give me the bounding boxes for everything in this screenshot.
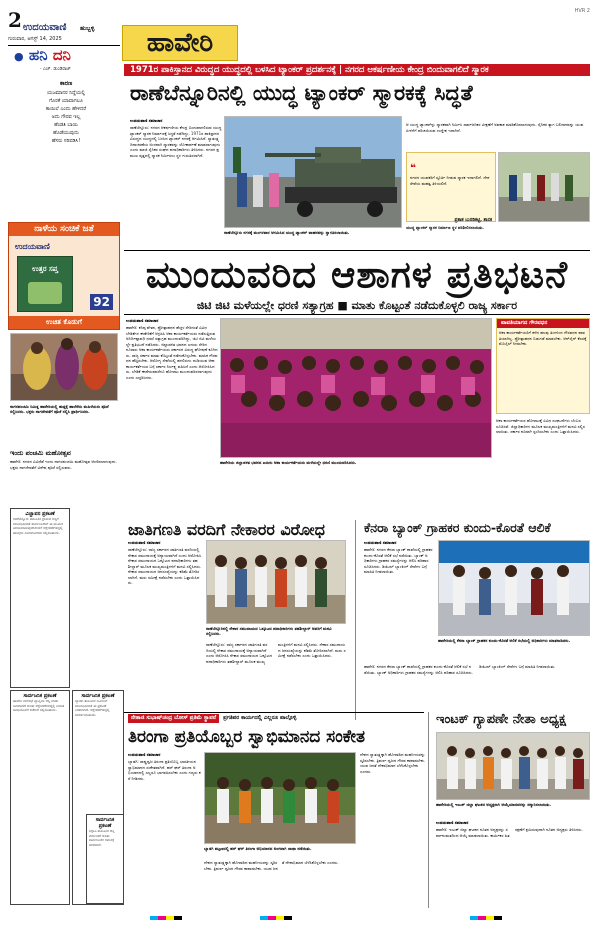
lead-quote-text: ನಗರದ ಯುವಕರಿಗೆ ಸ್ಫೂರ್ತಿ ನೀಡುವ ಸ್ಮಾರಕ ಇದಾಗಲಿದೆ. ದೇಶ ಸೇವೆಯ ಮಹತ್ವ ತಿಳಿಯಲಿದೆ. (410, 175, 490, 186)
edition-name: ಹುಬ್ಬಳ್ಳಿ (80, 25, 95, 32)
date-line: ಗುರುವಾರ, ಆಗಸ್ಟ್ 14, 2025 (8, 36, 62, 42)
canara-headline: ಕೆನರಾ ಬ್ಯಾಂಕ್ ಗ್ರಾಹಕರ ಕುಂದು-ಕೊರತೆ ಆಲಿಕೆ (364, 520, 551, 535)
today-body: ಹಾವೇರಿ: ನಗರದ ವಿವಿಧೆಡೆ ಇಂದು ನಾಗರಪಂಚಮಿ ಮಹೋತ್ಸವ ಆಚರಿಸಲಾಗುವುದು. ಭಕ್ತರು ನಾಗದೇವತೆಗೆ ವಿಶೇಷ ಪೂಜೆ ಸಲ್ಲಿಸುವರು. (10, 459, 117, 470)
asha-box-headline: ಪಾವತಿಯಾಗದ ಗೌರವಧನ (497, 319, 589, 328)
promo-ad-price: 92 (90, 294, 113, 310)
lead-kicker: 1971ರ ಪಾಕಿಸ್ತಾನದ ವಿರುದ್ಧದ ಯುದ್ಧದಲ್ಲಿ ಬಳಸಿದ ಟ್ಯಾಂಕರ್ ಪ್ರದರ್ಶನಕ್ಕೆ | ನಗರದ ಆಕರ್ಷಣೀಯ ಕೇಂದ್ರ ಬಿಂದುವಾಗಲಿದೆ ಸ್ಮಾರಕ (124, 64, 590, 76)
tiranga-photo (204, 752, 356, 844)
quote-mark-icon: ❝ (410, 163, 416, 174)
honey-dani-text: ದನಿ (52, 46, 71, 64)
section-title: ಹಾವೇರಿ (122, 25, 238, 61)
canara-byline: ಉದಯವಾಣಿ ಸಮಾಚಾರ (364, 540, 397, 545)
lead-byline: ಉದಯವಾಣಿ ಸಮಾಚಾರ (130, 118, 163, 123)
tanker-site-photo (498, 152, 590, 222)
intuc-photo-art (437, 733, 590, 800)
classified-title: ಸಾರ್ವಜನಿಕ ಪ್ರಕಟಣೆ (95, 817, 115, 829)
honey-drop-icon: ● (14, 50, 24, 63)
promo-ad-footer: ಉಚಿತ ಕೊಡುಗೆ (9, 316, 119, 329)
promo-ad-title: ನಾಳೆಯ ಸಂಚಿಕೆ ಜತೆ (9, 223, 119, 236)
classified-notice (10, 690, 70, 905)
lead-quote-author: ಪ್ರಕಾಶ ಬುರಡಿಕಟ್ಟಿ, ಶಾಸಕ (454, 218, 492, 223)
promo-magazine-cover (17, 256, 73, 312)
classified-text: ಹಾವೇರಿ ನಗರಸಭೆ ವ್ಯಾಪ್ತಿಯ ಆಸ್ತಿ ಖಾತಾ ಬದಲಾವಣೆ ಕುರಿತು ಆಕ್ಷೇಪಣೆಗಳಿದ್ದಲ್ಲಿ ನಿಗದಿತ ಅವಧಿಯೊಳಗೆ ಕಚೇರಿಗೆ ಸಲ್ಲಿಸಬಹುದು. (13, 699, 65, 712)
asha-info-box (496, 318, 590, 414)
lead-quote-box (406, 152, 496, 222)
canara-photo-art (439, 541, 590, 636)
poem-line: ಯಜಮಾನರ ನಿದ್ದೆಯಲ್ಲಿ (46, 90, 86, 96)
classified-text: ಬ್ಯಾಡಗಿ ತಾಲೂಕಿನ ಜಮೀನಿಗೆ ಸಂಬಂಧಿಸಿದಂತೆ ಈ ಪ್ರಕಟಣೆ ನೀಡಲಾಗಿದೆ. ಆಕ್ಷೇಪಣೆಗಳಿದ್ದಲ್ಲಿ ಸಂಪರ್ಕಿಸಬಹುದು. (75, 699, 110, 717)
tanker-site-caption: ಯುದ್ಧ ಟ್ಯಾಂಕರ್ ಸ್ಮಾರಕ ನಿರ್ಮಾಣ ಸ್ಥಳ ಪರಿಶೀಲಿಸಲಾಯಿತು. (406, 225, 484, 230)
tiranga-body-right: ದೇಶದ ಸ್ವಾತಂತ್ರ್ಯಕ್ಕಾಗಿ ಹೋರಾಡಿದ ಮಹನೀಯರನ್ನು ಸ್ಮರಿಸಬೇಕು. ತ್ರಿವರ್ಣ ಧ್ವಜದ ಗೌರವ ಕಾಪಾಡಬೇಕು. ಯುವ ಜನತೆ ದೇಶಾಭಿಮಾನ ಬೆಳೆಸಿಕೊಳ್ಳಬೇಕು ಎಂದರು. (360, 752, 426, 774)
intuc-byline: ಉದಯವಾಣಿ ಸಮಾಚಾರ (436, 820, 469, 825)
promo-ad-paper: ಉದಯವಾಣಿ (15, 242, 50, 251)
section-divider (124, 250, 590, 251)
asha-protest-photo (220, 318, 492, 458)
tiranga-kicker-row (128, 714, 418, 723)
tiranga-headline: ತಿರಂಗಾ ಪ್ರತಿಯೊಬ್ಬರ ಸ್ವಾಭಿಮಾನದ ಸಂಕೇತ (128, 727, 365, 747)
tiranga-body: ಬ್ಯಾಡಗಿ: ರಾಷ್ಟ್ರಧ್ವಜ ತಿರಂಗಾ ಪ್ರತಿಯೊಬ್ಬ ಭಾರತೀಯನ ಸ್ವಾಭಿಮಾನದ ಸಂಕೇತವಾಗಿದೆ. ಹರ್ ಘರ್ ತಿರಂಗಾ ಅಭಿಯಾನದಲ್ಲಿ ಎಲ್ಲರೂ ಭಾಗವಹಿಸಬೇಕು ಎಂದು ಗಣ್ಯರು ಕರೆ ನೀಡಿದರು. (128, 759, 201, 781)
poem-line: ಅದು ಗೌರವ ಇಲ್ಲ (51, 114, 81, 120)
poem-line: ಹೆಂಡತಿ ಬಾಯಿ (54, 122, 78, 128)
tiranga-body-continued: ದೇಶದ ಸ್ವಾತಂತ್ರ್ಯಕ್ಕಾಗಿ ಹೋರಾಡಿದ ಮಹನೀಯರನ್ನು ಸ್ಮರಿಸಬೇಕು. ತ್ರಿವರ್ಣ ಧ್ವಜದ ಗೌರವ ಕಾಪಾಡಬೇಕು. ಯುವ ಜನತೆ ದೇಶಾಭಿಮಾನ ಬೆಳೆಸಿಕೊಳ್ಳಬೇಕು ಎಂದರು. (204, 860, 339, 871)
nagarapanchami-photo (10, 333, 118, 401)
honey-hani-text: ಹನಿ (28, 46, 48, 64)
asha-box-body: ಆಶಾ ಕಾರ್ಯಕರ್ತೆಯರಿಗೆ ಕಳೆದ ಹಲವು ತಿಂಗಳಿಂದ ಗೌರವಧನ ಪಾವತಿಯಾಗಿಲ್ಲ. ಪ್ರೋತ್ಸಾಹಧನ ಬಿಡುಗಡೆ ಮಾಡಬೇಕು. ಆನ್‌ಲೈನ್ ಕೆಲಸಕ್ಕೆ ಮೊಬೈಲ್ ನೀಡಬೇಕು. (499, 330, 587, 346)
canara-body: ಹಾವೇರಿ: ನಗರದ ಕೆನರಾ ಬ್ಯಾಂಕ್ ಶಾಖೆಯಲ್ಲಿ ಗ್ರಾಹಕರ ಕುಂದು-ಕೊರತೆ ಆಲಿಕೆ ಸಭೆ ನಡೆಯಿತು. ಬ್ಯಾಂಕ್ ಅಧಿಕಾರಿಗಳು ಗ್ರಾಹಕರ ಸಮಸ್ಯೆಗಳನ್ನು ಆಲಿಸಿ ಪರಿಹಾರ ಸೂಚಿಸಿದರು. ಡಿಜಿಟಲ್ ಬ್ಯಾಂಕಿಂಗ್ ಸೇವೆಗಳ ಬಗ್ಗೆ ಮಾಹಿತಿ ನೀಡಲಾಯಿತು. (364, 547, 433, 574)
today-headline: ಇಂದು ಪಂಚಮಿ ಮಹೋತ್ಸವ (10, 449, 71, 457)
classified-title: ಸಾರ್ವಜನಿಕ ಪ್ರಕಟಣೆ (23, 693, 57, 699)
classified-notice (10, 508, 70, 688)
tiranga-caption: ಬ್ಯಾಡಗಿ ಪಟ್ಟಣದಲ್ಲಿ ಹರ್ ಘರ್ ತಿರಂಗಾ ಅಭಿಯಾನದ ಅಂಗವಾಗಿ ಜಾಥಾ ನಡೆಯಿತು. (204, 846, 312, 851)
print-registration-marks (150, 916, 182, 920)
promo-ad (8, 222, 120, 330)
weavers-byline: ಉದಯವಾಣಿ ಸಮಾಚಾರ (128, 540, 161, 545)
poem-line: ಕಾಯಿಲೆ ಎಂದು ಹೇಳಿದರೆ (45, 106, 87, 112)
poem-line: ಹೆಸರು ಸರಿಪಡಿಸಿ! (51, 138, 81, 144)
asha-headline: ಮುಂದುವರಿದ ಆಶಾಗಳ ಪ್ರತಿಭಟನೆ (145, 253, 569, 296)
classified-notice (86, 814, 124, 904)
promo-mag-image (28, 282, 62, 304)
tanker-photo (224, 116, 402, 228)
nagarapanchami-caption: ನಾಗರಪಂಚಮಿ ನಿಮಿತ್ತ ಹಾವೇರಿಯಲ್ಲಿ ಹುತ್ತಕ್ಕೆ ಹಾಲೆರೆದು ಮಹಿಳೆಯರು ಪೂಜೆ ಸಲ್ಲಿಸಿದರು. ಭಕ್ತರು ನಾಗದೇವತೆಗೆ ಪೂಜೆ ಸಲ್ಲಿಸಿ ಪ್ರಾರ್ಥಿಸಿದರು. (10, 404, 109, 414)
poem-line: ಗೊರಕೆ ಯಾವಾಗಲೂ (48, 98, 83, 104)
tanker-photo-art (225, 117, 402, 228)
weavers-photo (206, 540, 346, 624)
tanker-site-photo-art (499, 153, 590, 222)
column-divider (428, 712, 429, 908)
column-divider (355, 520, 356, 720)
classified-title: ಸಾರ್ವಜನಿಕ ಪ್ರಕಟಣೆ (81, 693, 115, 699)
print-registration-marks (470, 916, 502, 920)
lead-side-body: ಆ ಯುದ್ಧ ಟ್ಯಾಂಕರ್‌ನ್ನು ಸ್ಮಾರಕವಾಗಿ ನಿರ್ಮಿಸಿ ಸಾರ್ವಜನಿಕರ ವೀಕ್ಷಣೆಗೆ ಅವಕಾಶ ಮಾಡಿಕೊಡಲಾಗುವುದು. ಸೈನಿಕರ ತ್ಯಾಗ ಬಲಿದಾನವನ್ನು ಯುವ ಪೀಳಿಗೆಗೆ ಪರಿಚಯಿಸುವ ಉದ್ದೇಶ ಇದಾಗಿದೆ. (406, 122, 584, 133)
page-number: 2 (8, 8, 22, 32)
masthead-paper-name: ಉದಯವಾಣಿ (23, 22, 67, 33)
classified-text: ರಾಣೆಬೆನ್ನೂರು ತಾಲೂಕಿನ ಗ್ರಾಮದ ಆಸ್ತಿಗೆ ಸಂಬಂಧಿಸಿದಂತೆ ಸಾರ್ವಜನಿಕರಿಗೆ ಈ ಮೂಲಕ ತಿಳಿಯಪಡಿಸುವುದೇನೆಂದರೆ ಆಕ್ಷೇಪಣೆಗಳಿದ್ದಲ್ಲಿ ಹದಿನೈದು ದಿನಗಳೊಳಗಾಗಿ ಸಲ್ಲಿಸಬಹುದು. (13, 517, 63, 535)
canara-photo (438, 540, 590, 636)
poem-body (16, 89, 116, 145)
classified-text: ಶಿಗ್ಗಾವಿ ತಾಲೂಕಿನ ಆಸ್ತಿ ವರ್ಗಾವಣೆ ಕುರಿತು ಸಾರ್ವಜನಿಕರ ಗಮನಕ್ಕೆ ತರಲಾಗಿದೆ. (89, 829, 115, 847)
weavers-caption: ರಾಣೆಬೆನ್ನೂರಿನಲ್ಲಿ ನೇಕಾರ ಸಮುದಾಯದ ಒಕ್ಕೂಟದ ಪದಾಧಿಕಾರಿಗಳು ತಹಶೀಲ್ದಾರ್ ಅವರಿಗೆ ಮನವಿ ಸಲ್ಲಿಸಿದರು. (206, 626, 332, 636)
tiranga-photo-art (205, 753, 356, 844)
honey-author: - ಎಚ್. ಡುಂಡಿರಾಜ್ (40, 67, 71, 72)
asha-photo-caption: ಹಾವೇರಿಯ ಜಿಲ್ಲಾಡಳಿತ ಭವನದ ಎದುರು ಆಶಾ ಕಾರ್ಯಕರ್ತೆಯರು ಮಳೆಯಲ್ಲೇ ಧರಣಿ ಮುಂದುವರಿಸಿದರು. (220, 460, 357, 465)
canara-caption: ಹಾವೇರಿಯಲ್ಲಿ ಕೆನರಾ ಬ್ಯಾಂಕ್ ಗ್ರಾಹಕರ ಕುಂದು-ಕೊರತೆ ಆಲಿಕೆ ಸಭೆಯಲ್ಲಿ ಅಧಿಕಾರಿಗಳು ಮಾತನಾಡಿದರು. (438, 638, 571, 643)
tiranga-kicker-2: ಪ್ರಗತಿಪರ ಕಾರ್ಯದಲ್ಲಿ ಎಲ್ಲರೂ ಪಾಲ್ಗೊಳ್ಳಿ (223, 715, 297, 721)
lead-body: ರಾಣೆಬೆನ್ನೂರು: ನಗರದ ಆಕರ್ಷಣೀಯ ಕೇಂದ್ರ ಬಿಂದುವಾಗಲಿರುವ ಯುದ್ಧ ಟ್ಯಾಂಕರ್ ಸ್ಮಾರಕ ನಿರ್ಮಾಣಕ್ಕೆ ಸಿದ್ಧತೆ ನಡೆದಿದ್ದು, 1971ರ ಪಾಕಿಸ್ತಾನದ ವಿರುದ್ಧದ ಯುದ್ಧದಲ್ಲಿ ಬಳಸಿದ ಟ್ಯಾಂಕರ್ ನಗರಕ್ಕೆ ಆಗಮಿಸಿದೆ. ಸ್ವಾತಂತ್ರ್ಯ ದಿನಾಚರಣೆಯ ಅಂಗವಾಗಿ ಸ್ಮಾರಕವನ್ನು ಲೋಕಾರ್ಪಣೆ ಮಾಡಲಾಗುವುದು ಎಂದು ಮಾಜಿ ಸೈನಿಕರ ಸಂಘದ ಪದಾಧಿಕಾರಿಗಳು ತಿಳಿಸಿದರು. ನಗರದ ಪ್ರಮುಖ ವೃತ್ತದಲ್ಲಿ ಸ್ಮಾರಕ ನಿರ್ಮಿಸಲು ಸ್ಥಳ ಗುರುತಿಸಲಾಗಿದೆ. (130, 125, 222, 158)
classified-title: ವಿಜ್ಞಾಪನ ಪ್ರಕಟಣೆ (25, 511, 55, 517)
poem-title: ಕಾರಣ (60, 80, 73, 87)
promo-ad-body (9, 236, 119, 316)
asha-body: ಹಾವೇರಿ: ಕನಿಷ್ಠ ವೇತನ, ಪ್ರೋತ್ಸಾಹಧನ ಹೆಚ್ಚಳ ಸೇರಿದಂತೆ ವಿವಿಧ ಬೇಡಿಕೆಗಳ ಈಡೇರಿಕೆಗೆ ಆಗ್ರಹಿಸಿ ಆಶಾ ಕಾರ್ಯಕರ್ತೆಯರು ನಡೆಸುತ್ತಿರುವ ಅನಿರ್ದಿಷ್ಟಾವಧಿ ಧರಣಿ ಸತ್ಯಾಗ್ರಹ ಮುಂದುವರಿದಿದ್ದು, ಜಿಟಿ ಜಿಟಿ ಮಳೆಯಲ್ಲೇ ಪ್ರತಿಭಟನೆ ನಡೆಸಿದರು. ಜಿಲ್ಲಾಡಳಿತ ಭವನದ ಎದುರು ಸೇರಿದ ನೂರಾರು ಆಶಾ ಕಾರ್ಯಕರ್ತೆಯರು ಸರ್ಕಾರದ ವಿರುದ್ಧ ಘೋಷಣೆ ಕೂಗಿದರು. ರಾಜ್ಯ ಸರ್ಕಾರ ಮಾತು ಕೊಟ್ಟಂತೆ ನಡೆದುಕೊಳ್ಳಬೇಕು. ಮಾಸಿಕ ಗೌರವಧನ ಹೆಚ್ಚಿಸಬೇಕು. ಆರೋಗ್ಯ ಸೇವೆಯಲ್ಲಿ ಹಗಲಿರುಳು ದುಡಿಯುವ ಆಶಾ ಕಾರ್ಯಕರ್ತೆಯರ ಬಗ್ಗೆ ಸರ್ಕಾರ ನಿರ್ಲಕ್ಷ್ಯ ವಹಿಸಿದೆ ಎಂದು ಆರೋಪಿಸಿದರು. ಬೇಡಿಕೆ ಈಡೇರುವವರೆಗೂ ಹೋರಾಟ ಮುಂದುವರಿಸಲಾಗುವುದು ಎಂದು ಎಚ್ಚರಿಸಿದರು. (126, 325, 218, 380)
asha-right-body: ಆಶಾ ಕಾರ್ಯಕರ್ತೆಯರ ಹೋರಾಟಕ್ಕೆ ವಿವಿಧ ಸಂಘಟನೆಗಳು ಬೆಂಬಲ ಸೂಚಿಸಿವೆ. ಜಿಲ್ಲಾಧಿಕಾರಿಗಳ ಮೂಲಕ ಮುಖ್ಯಮಂತ್ರಿಗಳಿಗೆ ಮನವಿ ಸಲ್ಲಿಸಲಾಯಿತು. ಸರ್ಕಾರ ಕೂಡಲೇ ಸ್ಪಂದಿಸಬೇಕು ಎಂದು ಒತ್ತಾಯಿಸಿದರು. (496, 418, 585, 434)
honey-dani-title (14, 46, 71, 64)
tanker-caption: ರಾಣೆಬೆನ್ನೂರು ನಗರಕ್ಕೆ ಮಂಗಳವಾರ ಆಗಮಿಸಿದ ಯುದ್ಧ ಟ್ಯಾಂಕರ್ ವಾಹನವನ್ನು ಸ್ವಾಗತಿಸಲಾಯಿತು. (224, 230, 350, 235)
weavers-headline: ಜಾತಿಗಣತಿ ವರದಿಗೆ ನೇಕಾರರ ವಿರೋಧ (128, 520, 325, 539)
intuc-caption: ಹಾವೇರಿಯಲ್ಲಿ ಇಂಟಕ್ ಜಿಲ್ಲಾ ಘಟಕದ ಅಧ್ಯಕ್ಷರಾಗಿ ಆಯ್ಕೆಯಾದವರನ್ನು ಸನ್ಮಾನಿಸಲಾಯಿತು. (436, 802, 552, 807)
nagarapanchami-photo-art (11, 334, 118, 401)
print-registration-marks (260, 916, 292, 920)
asha-subhead: ಜಿಟಿ ಜಿಟಿ ಮಳೆಯಲ್ಲೇ ಧರಣಿ ಸತ್ಯಾಗ್ರಹ ■ ಮಾತು ಕೊಟ್ಟಂತೆ ನಡೆದುಕೊಳ್ಳಲಿ ರಾಜ್ಯ ಸರ್ಕಾರ (196, 299, 518, 312)
weavers-body-continued: ರಾಣೆಬೆನ್ನೂರು: ರಾಜ್ಯ ಸರ್ಕಾರದ ಜಾತಿಗಣತಿ ವರದಿಯಲ್ಲಿ ನೇಕಾರ ಸಮುದಾಯಕ್ಕೆ ಅನ್ಯಾಯವಾಗಿದೆ ಎಂದು ಆರೋಪಿಸಿ ನೇಕಾರ ಸಮುದಾಯದ ಒಕ್ಕೂಟದ ಪದಾಧಿಕಾರಿಗಳು ತಹಶೀಲ್ದಾರ್ ಮೂಲಕ ಮುಖ್ಯಮಂತ್ರಿಗಳಿಗೆ ಮನವಿ ಸಲ್ಲಿಸಿದರು. ನೇಕಾರ ಸಮುದಾಯದ ಜನಸಂಖ್ಯೆಯನ್ನು ಕಡಿಮೆ ತೋರಿಸಲಾಗಿದೆ. ಮರು ಸಮೀಕ್ಷೆ ನಡೆಸಬೇಕು ಎಂದು ಒತ್ತಾಯಿಸಿದರು. (206, 642, 346, 664)
tiranga-kicker: ನೇತಾಜಿ ಸುಭಾಷ್‌ಚಂದ್ರ ಬೋಸ್ ಪ್ರತಿಮೆ ಸ್ಥಾಪನೆ (128, 714, 219, 723)
lead-headline: ರಾಣೆಬೆನ್ನೂರಿನಲ್ಲಿ ಯುದ್ಧ ಟ್ಯಾಂಕರ್ ಸ್ಮಾರಕಕ್ಕೆ ಸಿದ್ಧತೆ (130, 81, 473, 105)
section-divider (124, 712, 424, 713)
weavers-body: ರಾಣೆಬೆನ್ನೂರು: ರಾಜ್ಯ ಸರ್ಕಾರದ ಜಾತಿಗಣತಿ ವರದಿಯಲ್ಲಿ ನೇಕಾರ ಸಮುದಾಯಕ್ಕೆ ಅನ್ಯಾಯವಾಗಿದೆ ಎಂದು ಆರೋಪಿಸಿ ನೇಕಾರ ಸಮುದಾಯದ ಒಕ್ಕೂಟದ ಪದಾಧಿಕಾರಿಗಳು ತಹಶೀಲ್ದಾರ್ ಮೂಲಕ ಮುಖ್ಯಮಂತ್ರಿಗಳಿಗೆ ಮನವಿ ಸಲ್ಲಿಸಿದರು. ನೇಕಾರ ಸಮುದಾಯದ ಜನಸಂಖ್ಯೆಯನ್ನು ಕಡಿಮೆ ತೋರಿಸಲಾಗಿದೆ. ಮರು ಸಮೀಕ್ಷೆ ನಡೆಸಬೇಕು ಎಂದು ಒತ್ತಾಯಿಸಿದರು. (128, 547, 202, 585)
asha-byline: ಉದಯವಾಣಿ ಸಮಾಚಾರ (126, 318, 159, 323)
tiranga-byline: ಉದಯವಾಣಿ ಸಮಾಚಾರ (128, 752, 161, 757)
asha-protest-photo-art (221, 319, 492, 458)
intuc-photo (436, 732, 590, 800)
promo-mag-title: ಉತ್ತರ ಸಪ್ತ (32, 265, 58, 273)
weavers-photo-art (207, 541, 346, 624)
poem-line: ಹೊಡೆಯುವುದು (53, 130, 79, 136)
section-divider (124, 314, 590, 315)
canara-body-continued: ಹಾವೇರಿ: ನಗರದ ಕೆನರಾ ಬ್ಯಾಂಕ್ ಶಾಖೆಯಲ್ಲಿ ಗ್ರಾಹಕರ ಕುಂದು-ಕೊರತೆ ಆಲಿಕೆ ಸಭೆ ನಡೆಯಿತು. ಬ್ಯಾಂಕ್ ಅಧಿಕಾರಿಗಳು ಗ್ರಾಹಕರ ಸಮಸ್ಯೆಗಳನ್ನು ಆಲಿಸಿ ಪರಿಹಾರ ಸೂಚಿಸಿದರು. ಡಿಜಿಟಲ್ ಬ್ಯಾಂಕಿಂಗ್ ಸೇವೆಗಳ ಬಗ್ಗೆ ಮಾಹಿತಿ ನೀಡಲಾಯಿತು. (364, 664, 556, 675)
intuc-headline: ಇಂಟಕ್ ಗ್ಯಾಪಣೇ ನೇತಾ ಅಧ್ಯಕ್ಷ (436, 712, 567, 727)
page-id: HVR 2 (574, 8, 590, 14)
intuc-body: ಹಾವೇರಿ: ಇಂಟಕ್ ಜಿಲ್ಲಾ ಘಟಕದ ನೂತನ ಅಧ್ಯಕ್ಷರನ್ನು ಸರ್ವಾನುಮತದಿಂದ ಆಯ್ಕೆ ಮಾಡಲಾಯಿತು. ಕಾರ್ಮಿಕರ ಹಿತರಕ್ಷಣೆಗೆ ಶ್ರಮಿಸುವುದಾಗಿ ನೂತನ ಅಧ್ಯಕ್ಷರು ತಿಳಿಸಿದರು. (436, 827, 583, 838)
